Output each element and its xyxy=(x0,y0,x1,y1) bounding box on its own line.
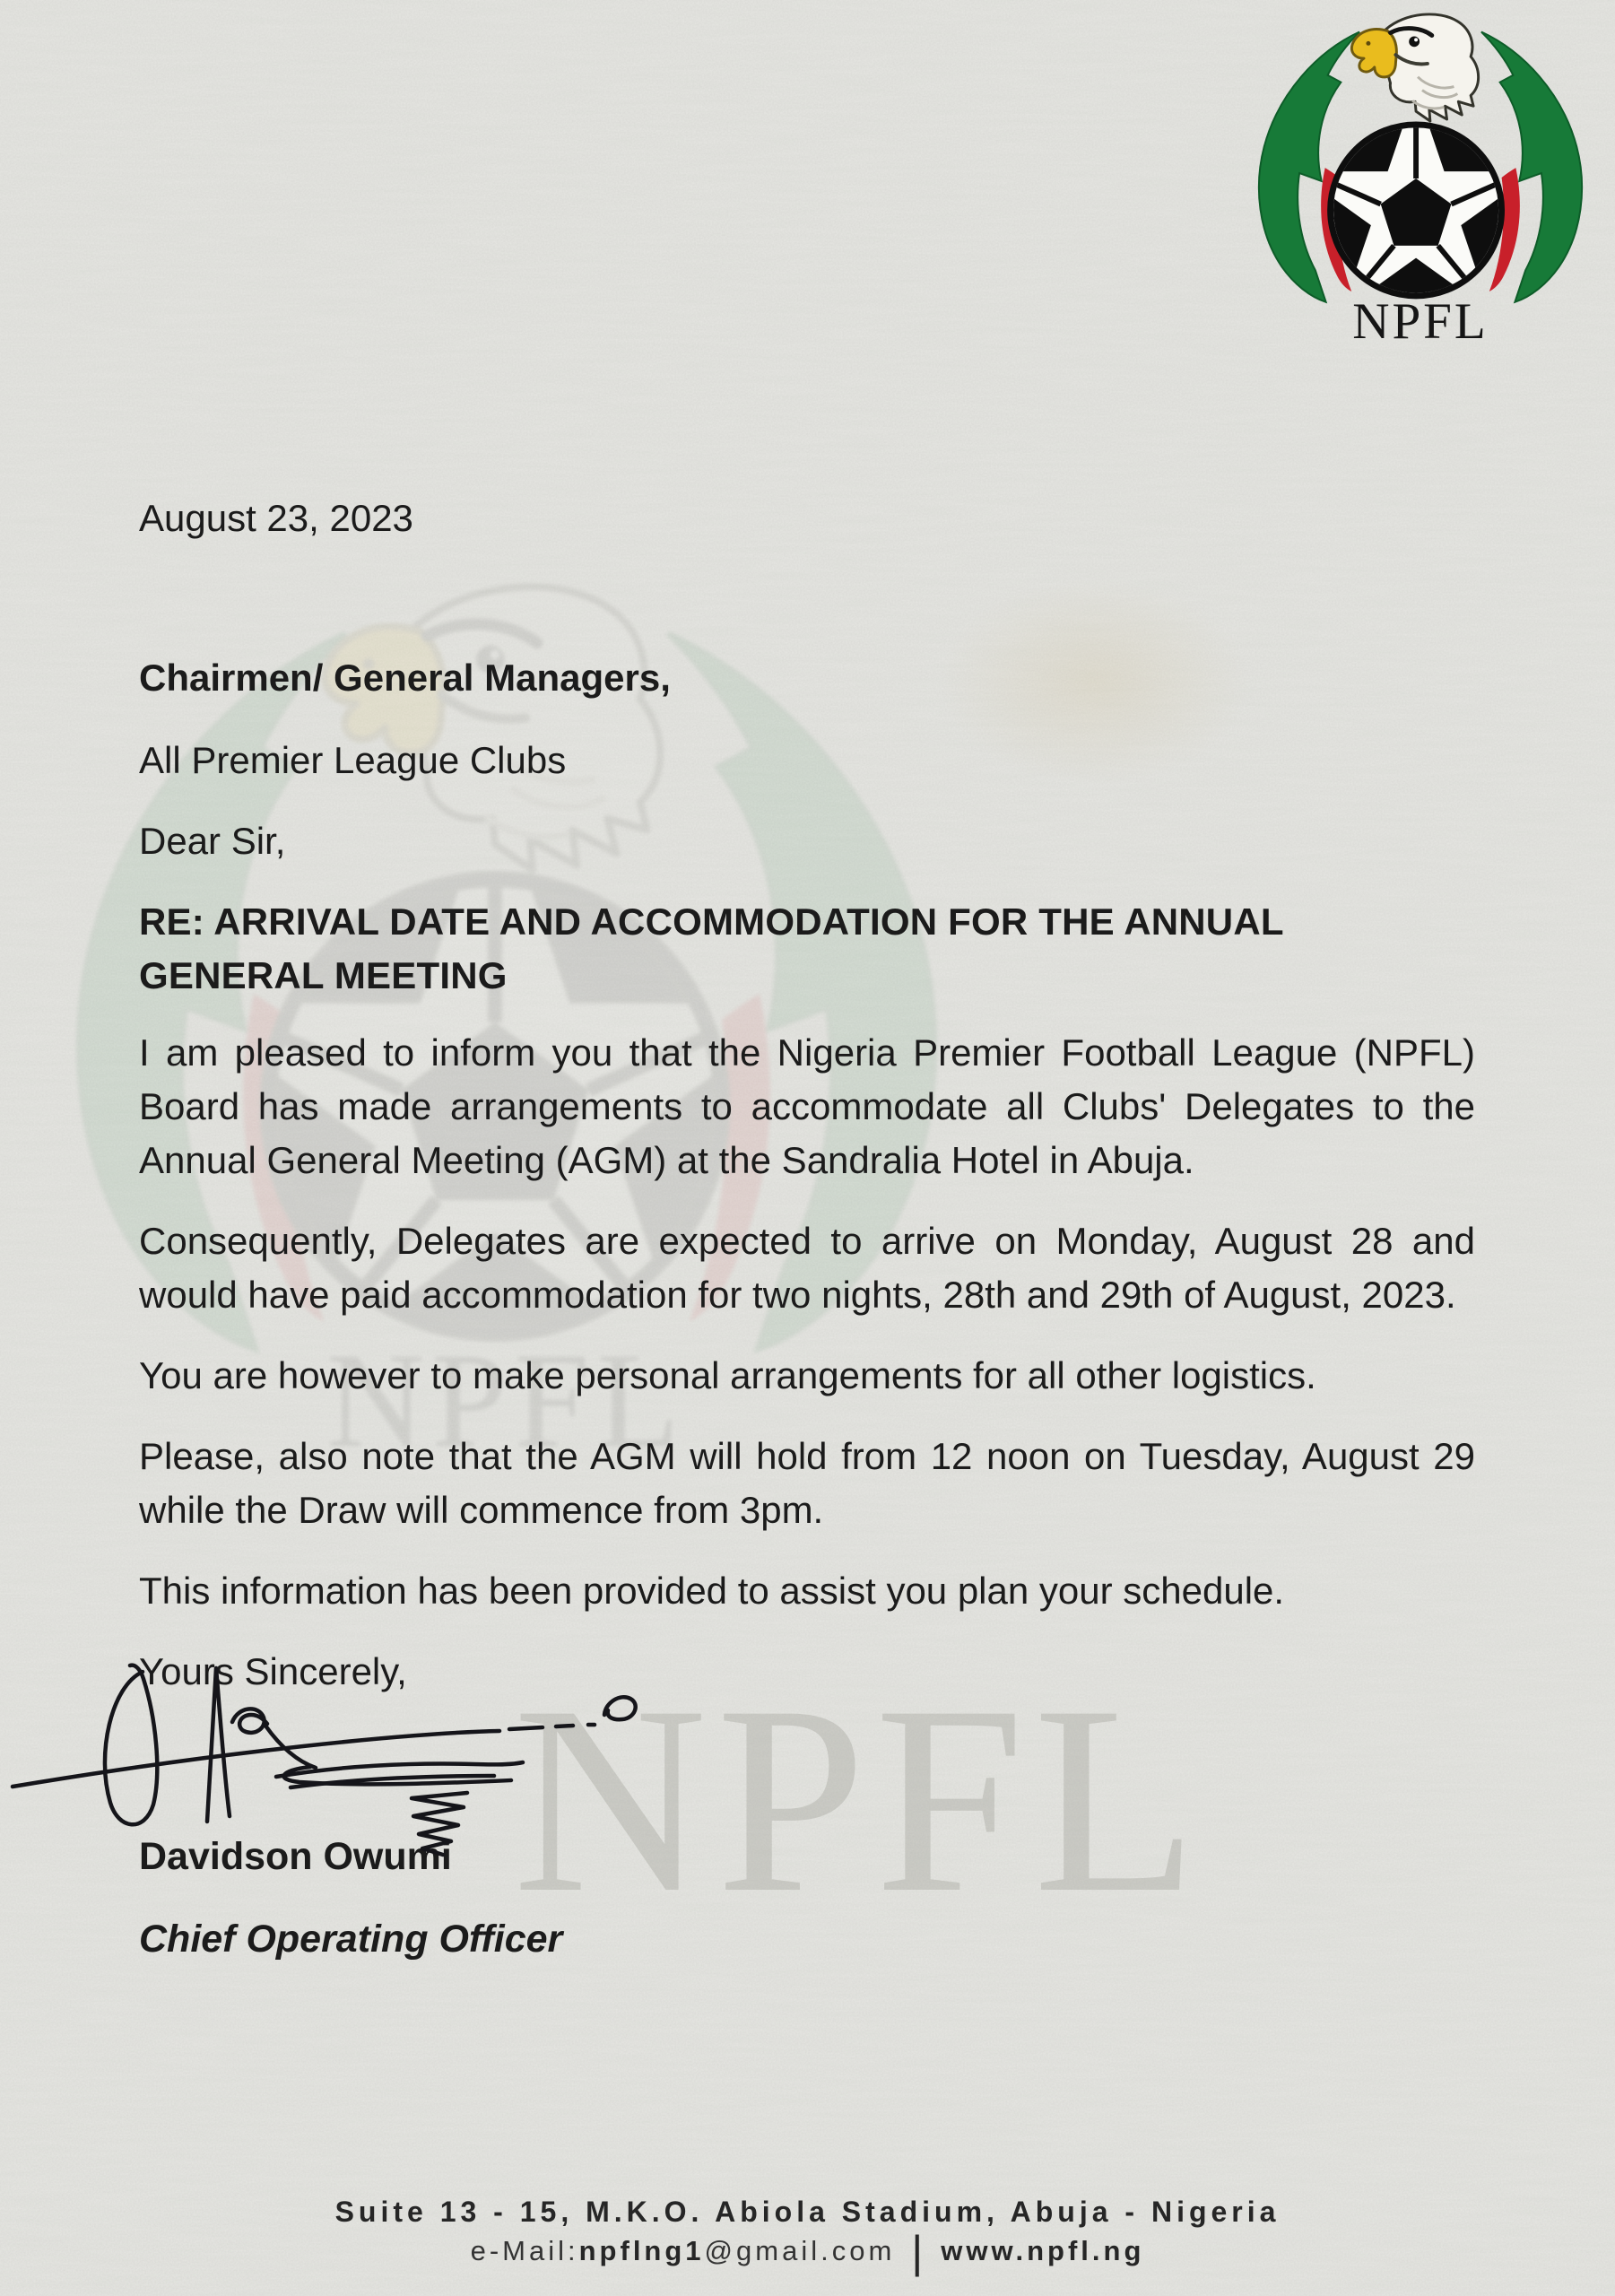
subject-line: RE: ARRIVAL DATE AND ACCOMMODATION FOR THE ANNUAL GENERAL MEETING xyxy=(139,900,1283,996)
beak-icon xyxy=(1351,30,1396,77)
signature-scribble xyxy=(7,1631,673,1883)
body-paragraph: You are however to make personal arrangements for all other logistics. xyxy=(139,1354,1316,1396)
footer-separator: | xyxy=(911,2227,927,2277)
closing: Yours Sincerely, xyxy=(139,1650,407,1692)
body-paragraph: This information has been provided to assist you plan your schedule. xyxy=(139,1570,1285,1612)
signer-title: Chief Operating Officer xyxy=(139,1918,563,1961)
letter-date: August 23, 2023 xyxy=(139,497,413,539)
footer-email-domain: @gmail.com xyxy=(704,2235,896,2266)
body-paragraph: Consequently, Delegates are expected to arrive on Monday, August 28 and would have paid accommodation for two nights, 28th and 29th of August, 2023. xyxy=(139,1220,1475,1316)
body-paragraph: I am pleased to inform you that the Nigeria Premier Football League (NPFL) Board has made arrangements to accommodate all Clubs' Delegates to the Annual General Meeting (AGM) at the Sandralia Hotel in Abuja. xyxy=(139,1031,1475,1181)
npfl-logo xyxy=(1239,5,1602,350)
green-red-ribbon-right-icon xyxy=(1481,32,1582,302)
eagle-icon xyxy=(1351,14,1478,121)
footer xyxy=(0,2194,1615,2277)
salutation: Dear Sir, xyxy=(139,820,286,862)
eagle-eye xyxy=(1409,36,1420,47)
body-paragraph: Please, also note that the AGM will hold from 12 noon on Tuesday, August 29 while the Draw will commence from 3pm. xyxy=(139,1435,1475,1531)
footer-contacts xyxy=(0,2227,1615,2277)
footer-email-user: npflng1 xyxy=(578,2235,705,2266)
letter-body xyxy=(139,491,1475,1699)
addressee-title: Chairmen/ General Managers, xyxy=(139,657,671,699)
watermark-text: NPFL xyxy=(513,1650,1207,1948)
footer-address: Suite 13 - 15, M.K.O. Abiola Stadium, Abuja - Nigeria xyxy=(334,2196,1281,2228)
footer-email-label: e-Mail: xyxy=(470,2235,579,2266)
signer-name: Davidson Owumi xyxy=(139,1835,452,1878)
addressee-org: All Premier League Clubs xyxy=(139,739,567,781)
footer-website: www.npfl.ng xyxy=(941,2235,1145,2266)
logo-wordmark: NPFL xyxy=(1352,293,1489,350)
